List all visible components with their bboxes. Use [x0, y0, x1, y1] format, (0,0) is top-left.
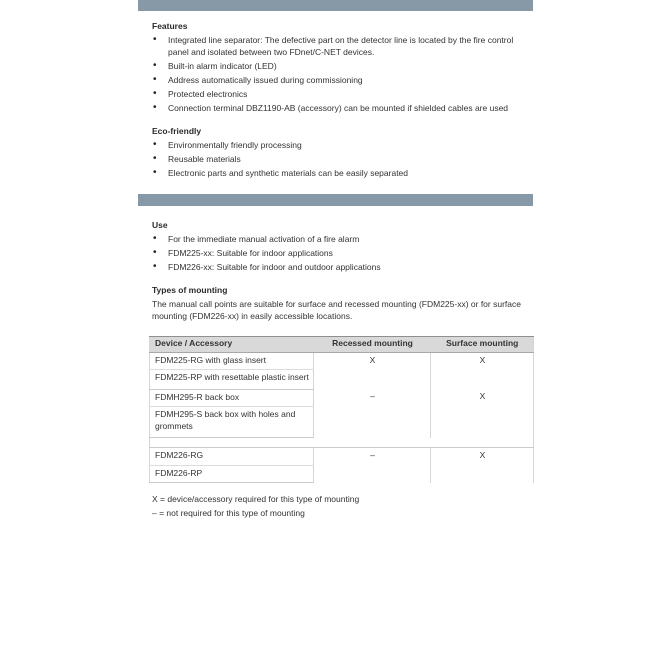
mounting-intro: The manual call points are suitable for surface and recessed mounting (FDM225-xx) or for surface mounting (FDM226-xx) in easily accessible locations.	[152, 299, 521, 321]
column-header-recessed: Recessed mounting	[314, 337, 431, 353]
table-row	[150, 352, 534, 370]
table-row	[150, 389, 534, 407]
recessed-cell: –	[314, 389, 431, 438]
section-separator-bar	[138, 0, 533, 11]
table-header-row	[150, 337, 534, 353]
device-cell: FDM225-RG with glass insert	[150, 352, 314, 370]
features-section	[152, 21, 533, 180]
list-item: • FDM225-xx: Suitable for indoor applications	[152, 248, 533, 260]
column-header-device: Device / Accessory	[150, 337, 314, 353]
eco-list	[152, 140, 533, 180]
list-item: • Connection terminal DBZ1190-AB (accessory) can be mounted if shielded cables are used	[152, 103, 533, 115]
table-spacer-row	[150, 438, 534, 448]
features-list	[152, 35, 533, 114]
list-item: • Environmentally friendly processing	[152, 140, 533, 152]
mounting-heading: Types of mounting	[152, 285, 228, 295]
table-footnotes	[152, 492, 533, 520]
device-cell: FDM226-RG	[150, 448, 314, 466]
device-cell: FDMH295-R back box	[150, 389, 314, 407]
use-list	[152, 234, 533, 274]
page-content	[138, 0, 533, 520]
footnote: X = device/accessory required for this type of mounting	[152, 494, 360, 504]
device-cell: FDMH295-S back box with holes and grommets	[150, 407, 314, 438]
surface-cell: X	[479, 391, 486, 401]
device-cell: FDM226-RP	[150, 465, 314, 483]
eco-heading: Eco-friendly	[152, 126, 202, 136]
footnote: – = not required for this type of mounting	[152, 508, 305, 518]
mounting-table	[149, 336, 534, 483]
features-heading: Features	[152, 21, 188, 31]
surface-cell: X	[479, 450, 486, 460]
list-item: • Electronic parts and synthetic materials can be easily separated	[152, 168, 533, 180]
use-heading: Use	[152, 219, 168, 230]
column-header-surface: Surface mounting	[431, 337, 534, 353]
list-item: • FDM226-xx: Suitable for indoor and outdoor applications	[152, 262, 533, 274]
recessed-cell: X	[314, 352, 431, 389]
table-row	[150, 448, 534, 466]
device-cell: FDM225-RP with resettable plastic insert	[150, 370, 314, 390]
use-section	[152, 220, 533, 323]
list-item: • Reusable materials	[152, 154, 533, 166]
list-item: • Protected electronics	[152, 89, 533, 101]
list-item: • For the immediate manual activation of a fire alarm	[152, 234, 533, 246]
list-item: • Built-in alarm indicator (LED)	[152, 61, 533, 73]
list-item: • Integrated line separator: The defective part on the detector line is located by the fire control panel and isolated between two FDnet/C-NET devices.	[152, 35, 533, 58]
surface-cell: X	[479, 354, 486, 365]
recessed-cell: –	[314, 448, 431, 483]
list-item: • Address automatically issued during commissioning	[152, 75, 533, 87]
section-separator-bar	[138, 194, 533, 206]
